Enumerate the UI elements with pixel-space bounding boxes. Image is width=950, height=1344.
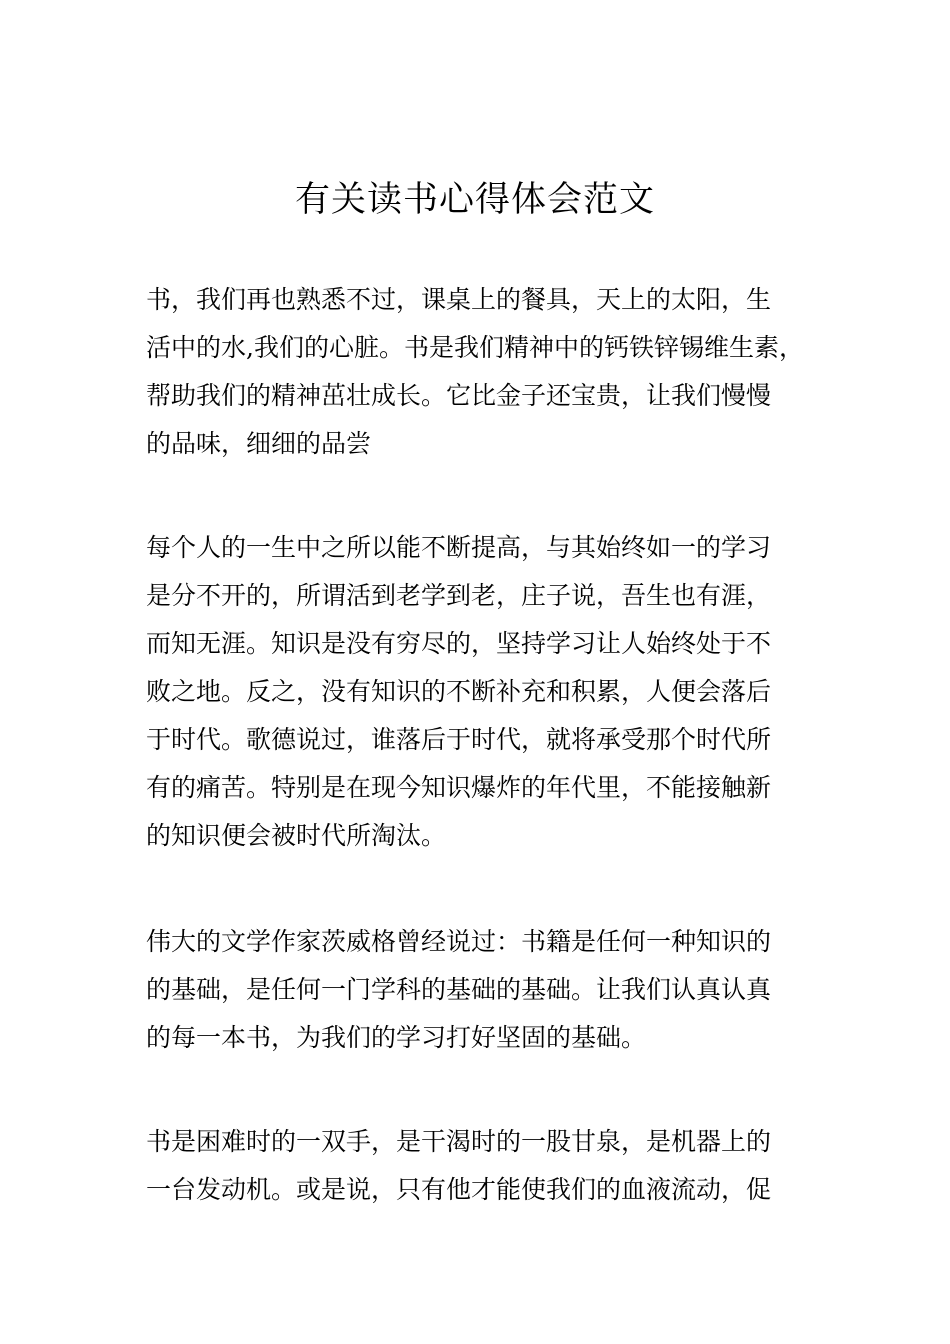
paragraph-line: 败之地。反之，没有知识的不断补充和积累，人便会落后 bbox=[146, 677, 772, 706]
paragraph-line: 的知识便会被时代所淘汰。 bbox=[146, 821, 447, 850]
paragraph-line: 是分不开的，所谓活到老学到老，庄子说，吾生也有涯， bbox=[146, 581, 772, 610]
paragraph-line: 帮助我们的精神茁壮成长。它比金子还宝贵，让我们慢慢 bbox=[146, 381, 772, 410]
paragraph-line: 活中的水,我们的心脏。书是我们精神中的钙铁锌锡维生素， bbox=[146, 333, 804, 362]
paragraph-3 bbox=[146, 918, 826, 1062]
paragraph-line: 伟大的文学作家茨威格曾经说过：书籍是任何一种知识的 bbox=[146, 927, 772, 956]
document-title: 有关读书心得体会范文 bbox=[294, 180, 655, 220]
paragraph-2 bbox=[146, 524, 826, 860]
paragraph-line: 的每一本书，为我们的学习打好坚固的基础。 bbox=[146, 1023, 647, 1052]
paragraph-line: 一台发动机。或是说，只有他才能使我们的血液流动，促 bbox=[146, 1175, 772, 1204]
paragraph-line: 的品味，细细的品尝 bbox=[146, 429, 372, 458]
paragraph-line: 而知无涯。知识是没有穷尽的，坚持学习让人始终处于不 bbox=[146, 629, 772, 658]
paragraph-line: 书是困难时的一双手，是干渴时的一股甘泉，是机器上的 bbox=[146, 1127, 772, 1156]
paragraph-line: 有的痛苦。特别是在现今知识爆炸的年代里，不能接触新 bbox=[146, 773, 772, 802]
paragraph-4 bbox=[146, 1118, 826, 1214]
paragraph-line: 书，我们再也熟悉不过，课桌上的餐具，天上的太阳，生 bbox=[146, 285, 772, 314]
paragraph-line: 于时代。歌德说过，谁落后于时代，就将承受那个时代所 bbox=[146, 725, 772, 754]
paragraph-1 bbox=[146, 276, 826, 468]
paragraph-line: 每个人的一生中之所以能不断提高，与其始终如一的学习 bbox=[146, 533, 772, 562]
paragraph-line: 的基础，是任何一门学科的基础的基础。让我们认真认真 bbox=[146, 975, 772, 1004]
